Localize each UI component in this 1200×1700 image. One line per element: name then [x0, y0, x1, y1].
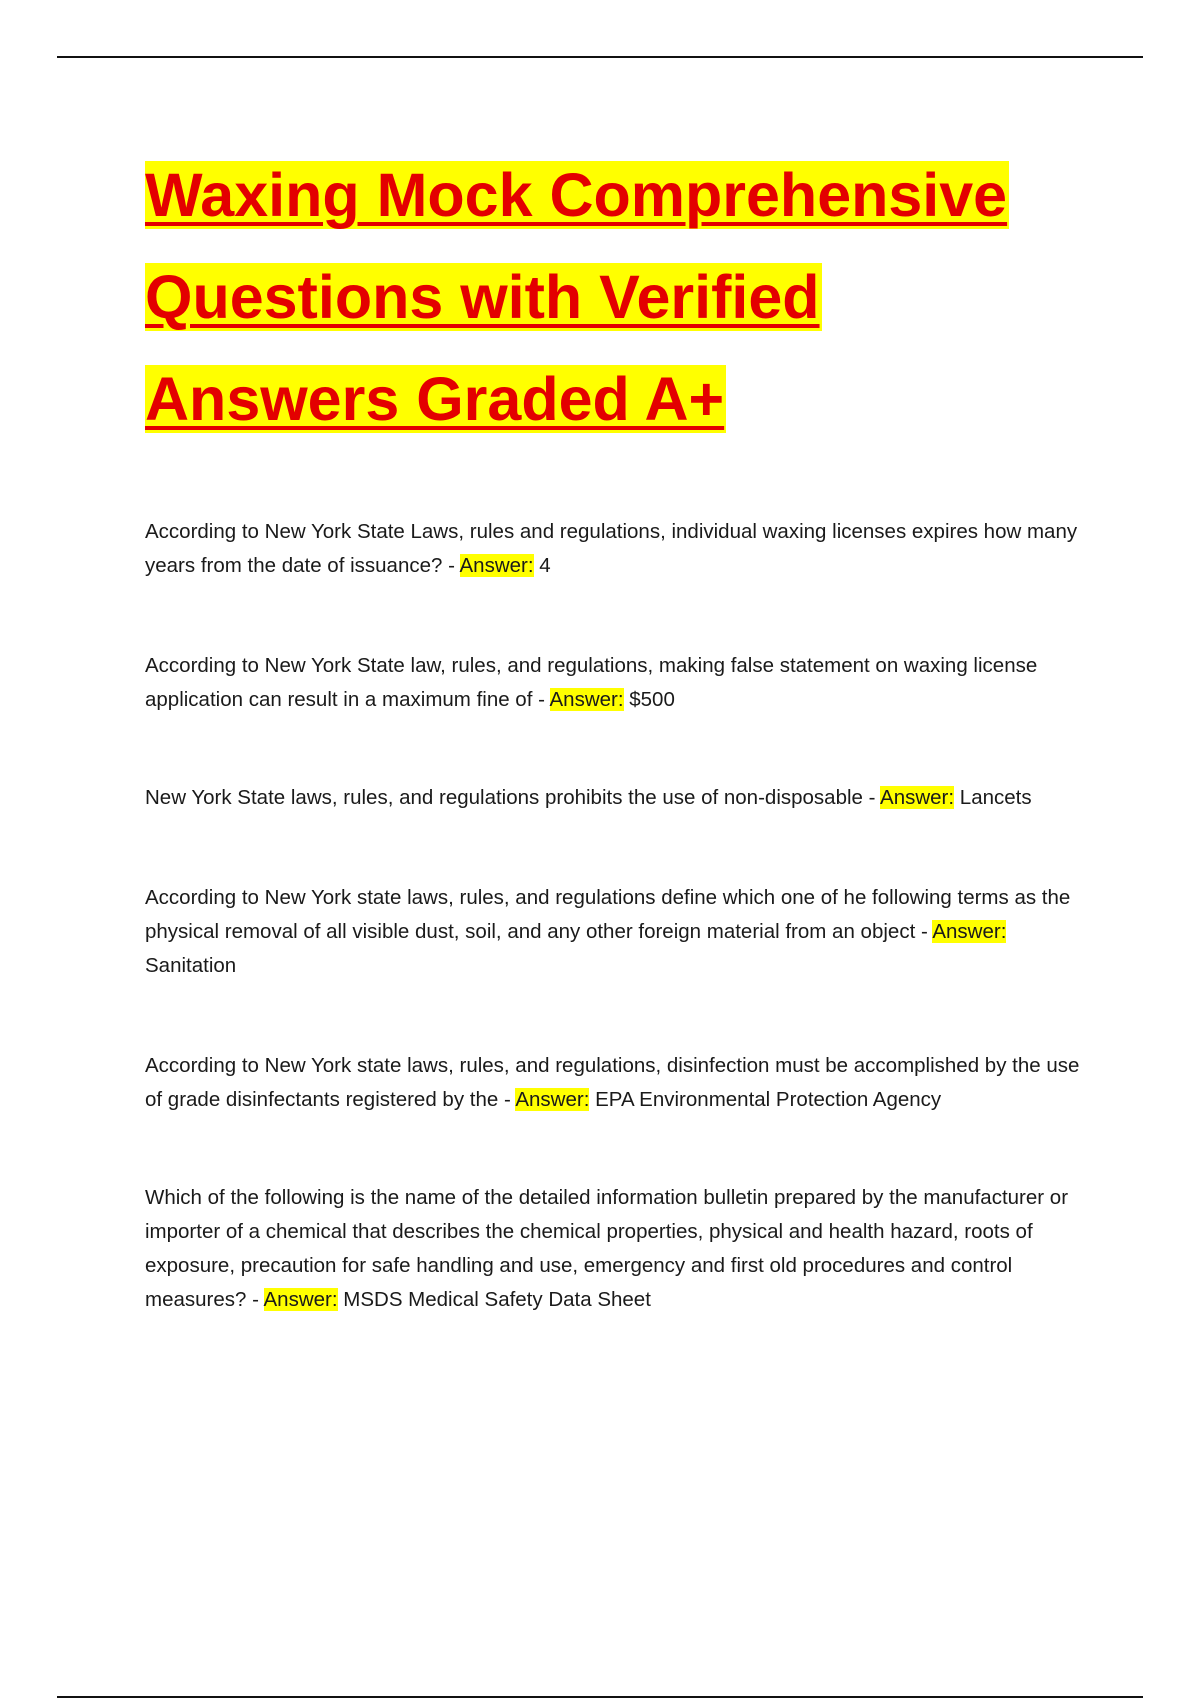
title-line-text: Questions with Verified [145, 263, 820, 331]
answer-text: MSDS Medical Safety Data Sheet [337, 1288, 651, 1311]
title-line [145, 144, 1105, 246]
question-text: According to New York state laws, rules, and regulations define which one of he following terms as the physical removal of all visible dust, soil, and any other foreign material from an object - [145, 886, 1071, 943]
answer-label: Answer: [515, 1088, 590, 1111]
title-line [145, 348, 1105, 450]
answer-text: Lancets [954, 786, 1032, 809]
title-line [145, 246, 1105, 348]
answer-text: $500 [623, 688, 675, 711]
question-text: Which of the following is the name of the detailed information bulletin prepared by the manufacturer or importer of a chemical that describes the chemical properties, physical and health hazard, roots of exposure, precaution for safe handling and use, emergency and first old procedures and control measures? - [145, 1186, 1069, 1311]
document-title [145, 144, 1105, 450]
header-rule [57, 56, 1143, 58]
question-text: According to New York State law, rules, and regulations, making false statement on waxing license application can result in a maximum fine of - [145, 654, 1038, 711]
footer-rule [57, 1696, 1143, 1698]
question-answer-item [145, 1049, 1085, 1117]
answer-label: Answer: [880, 786, 955, 809]
question-text: According to New York state laws, rules, and regulations, disinfection must be accomplished by the use of grade disinfectants registered by the - [145, 1054, 1080, 1111]
answer-label: Answer: [549, 688, 624, 711]
question-answer-item [145, 1181, 1085, 1317]
question-answer-item [145, 881, 1085, 983]
answer-label: Answer: [932, 920, 1007, 943]
answer-label: Answer: [459, 554, 534, 577]
question-text: According to New York State Laws, rules and regulations, individual waxing licenses expires how many years from the date of issuance? - [145, 520, 1078, 577]
question-answer-item [145, 515, 1085, 583]
answer-text: EPA Environmental Protection Agency [589, 1088, 942, 1111]
answer-text: Sanitation [145, 954, 237, 977]
question-text: New York State laws, rules, and regulations prohibits the use of non-disposable - [145, 786, 881, 809]
question-answer-item [145, 781, 1085, 815]
answer-text: 4 [533, 554, 551, 577]
title-line-text: Answers Graded A+ [145, 365, 725, 433]
question-answer-item [145, 649, 1085, 717]
title-line-text: Waxing Mock Comprehensive [145, 161, 1008, 229]
question-answer-list [145, 515, 1085, 1317]
answer-label: Answer: [263, 1288, 338, 1311]
